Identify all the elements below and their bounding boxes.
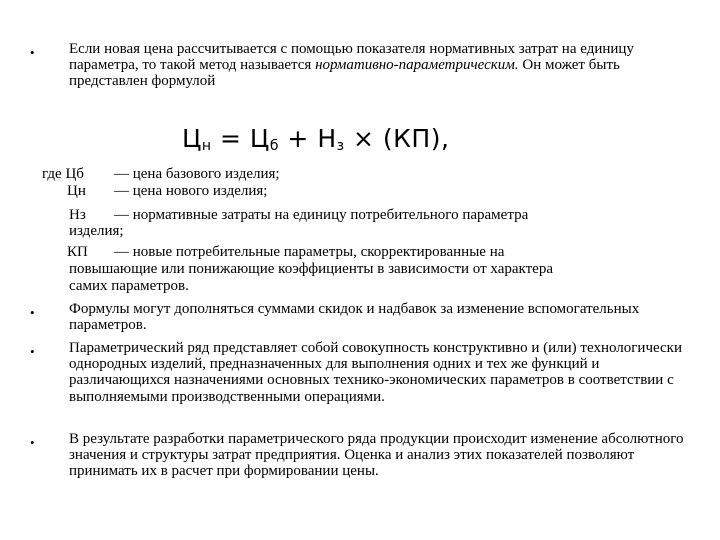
bullet-marker: • [30,344,35,359]
legend-desc: — новые потребительные параметры, скорректированные на [114,244,505,260]
legend-term: Цн [67,183,86,199]
legend-desc: — нормативные затраты на единицу потребительного параметра [114,207,529,223]
legend-row [42,166,280,182]
legend-row [67,183,267,199]
legend-continuation: самих параметров. [69,278,189,294]
bullet-marker: • [30,435,35,450]
legend-term: Нз [69,207,86,223]
paragraph-text: Он может быть представлен формулой [69,57,620,90]
legend-row [69,261,553,277]
legend-row [67,244,504,260]
legend-continuation: повышающие или понижающие коэффициенты в зависимости от характера [69,261,553,277]
formula-operator: + Н [278,124,337,153]
formula-subscript: з [336,138,345,154]
legend-term: где Цб [42,166,84,182]
formula-tail: × (КП), [344,124,450,153]
formula-operator: = [211,124,250,153]
legend-term: КП [67,244,88,260]
formula-subscript: н [201,138,212,154]
paragraph-results: В результате разработки параметрического ряда продукции происходит изменение абсолютного значения и структуры затрат предприятия. Оценка и анализ этих показателей позволяют принимать их в расчет при формировании цены. [69,431,684,480]
formula-symbol: Ц [182,124,202,153]
legend-desc: — цена нового изделия; [114,183,268,199]
paragraph-text: Если новая цена рассчитывается с помощью показателя нормативных затрат на единицу параметра, то такой метод называется [69,41,634,74]
legend-desc: — цена базового изделия; [114,166,280,182]
paragraph-formulas: Формулы могут дополняться суммами скидок и надбавок за изменение вспомогательных параметров. [69,301,640,334]
price-formula [182,124,449,154]
legend-row [69,223,124,239]
paragraph-pricing-method [69,41,689,90]
legend-continuation: изделия; [69,223,124,239]
formula-symbol: Ц [249,124,270,153]
bullet-marker: • [30,305,35,320]
legend-row [69,278,189,294]
italic-term: нормативно-параметрическим. [315,57,519,74]
bullet-marker: • [30,45,35,60]
formula-subscript: б [269,138,279,154]
paragraph-parametric-series: Параметрический ряд представляет собой совокупность конструктивно и (или) технологически однородных изделий, предназначенных для выполнения одних и тех же функций и различающихся назначениями основных технико-экономических параметров в соответствии с выполняемыми производственными операциями. [69,340,682,405]
legend-row [69,207,528,223]
